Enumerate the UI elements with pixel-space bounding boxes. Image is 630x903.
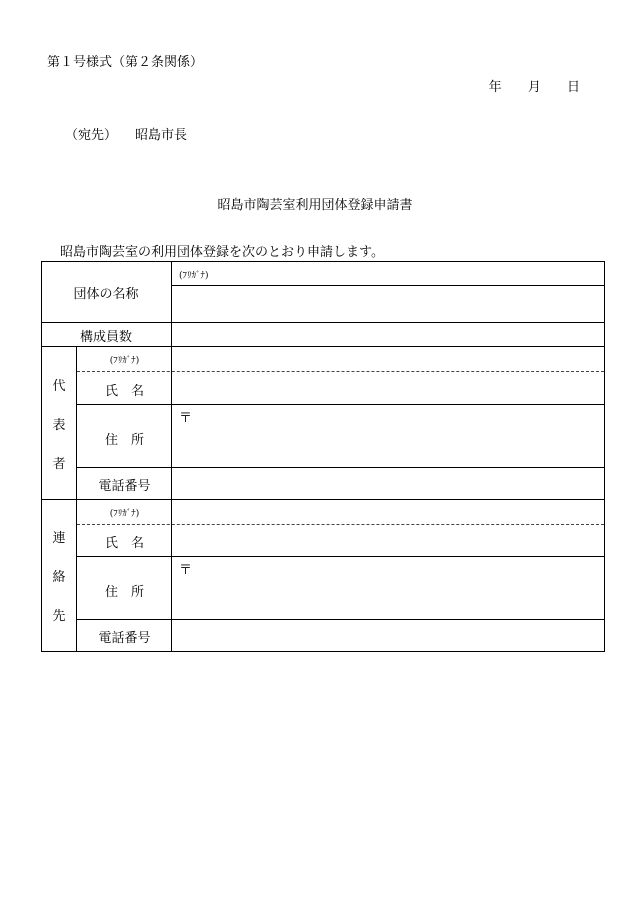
group-name-label: 団体の名称: [73, 287, 139, 302]
date-line: [467, 76, 580, 95]
contact-phone-label: 電話番号: [98, 631, 151, 646]
group-name-field[interactable]: [172, 286, 604, 322]
addressee: [65, 124, 187, 143]
date-year: 年: [488, 80, 502, 95]
rep-name-label: 氏 名: [104, 384, 144, 399]
contact-name-field[interactable]: [172, 525, 604, 556]
rep-phone-label: 電話番号: [98, 479, 151, 494]
contact-furigana-field[interactable]: [172, 500, 604, 524]
contact-furigana-label: (ﾌﾘｶﾞﾅ): [109, 509, 140, 519]
contact-name-label: 氏 名: [104, 536, 144, 551]
addressee-label: （宛先）: [65, 128, 118, 143]
contact-char: 絡: [52, 570, 66, 585]
rep-phone-field[interactable]: [172, 468, 604, 499]
representative-label: [42, 375, 76, 472]
rep-furigana-field[interactable]: [172, 347, 604, 371]
document-title: 昭島市陶芸室利用団体登録申請書: [217, 198, 413, 213]
rep-postal-mark: 〒: [179, 411, 193, 426]
rep-address-label: 住 所: [104, 433, 144, 448]
contact-phone-field[interactable]: [172, 620, 604, 650]
date-month: 月: [527, 80, 541, 95]
contact-address-label: 住 所: [104, 585, 144, 600]
rep-name-field[interactable]: [172, 372, 604, 404]
rep-char: 者: [52, 457, 66, 472]
rep-char: 表: [52, 418, 66, 433]
contact-char: 先: [52, 609, 66, 624]
group-furigana-label: (ﾌﾘｶﾞﾅ): [179, 271, 209, 281]
contact-address-field[interactable]: [172, 557, 604, 619]
form-number: 第１号様式（第２条関係）: [47, 55, 204, 70]
application-table: [41, 261, 605, 652]
addressee-name: 昭島市長: [135, 128, 188, 143]
member-count-label: 構成員数: [79, 330, 132, 345]
rep-furigana-label: (ﾌﾘｶﾞﾅ): [109, 356, 140, 366]
contact-char: 連: [52, 531, 66, 546]
intro-text: 昭島市陶芸室の利用団体登録を次のとおり申請します。: [60, 245, 384, 260]
group-furigana-field[interactable]: [172, 261, 604, 285]
contact-label: [42, 527, 76, 624]
member-count-field[interactable]: [172, 323, 604, 346]
contact-postal-mark: 〒: [179, 563, 193, 578]
rep-address-field[interactable]: [172, 405, 604, 467]
date-day: 日: [566, 80, 580, 95]
rep-char: 代: [52, 379, 66, 394]
